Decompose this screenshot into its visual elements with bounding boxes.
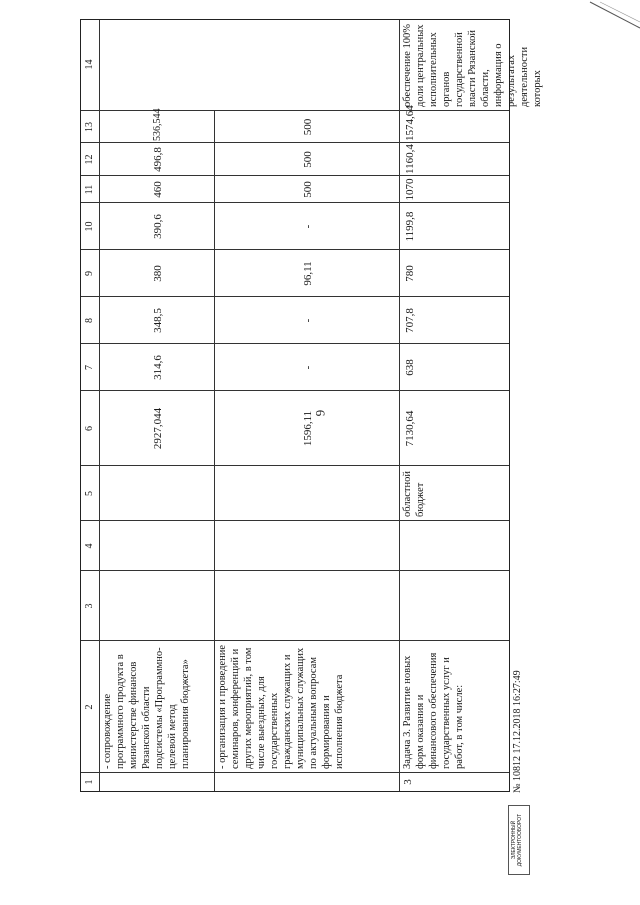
header-col-12: 12 <box>84 154 95 165</box>
row3-number: 3 <box>402 779 414 785</box>
header-col-5: 5 <box>84 491 95 496</box>
header-col-3: 3 <box>84 603 95 609</box>
row3-source: областной бюджет <box>402 471 426 517</box>
row1-y3: 380 <box>152 265 164 282</box>
col-line <box>81 772 509 773</box>
row1-total: 2927,044 <box>152 407 164 450</box>
col-line <box>81 465 509 466</box>
row2-y6: 500 <box>302 151 314 168</box>
row2-total: 1596,11 <box>302 410 314 447</box>
header-col-14: 14 <box>84 59 95 70</box>
header-col-2: 2 <box>84 704 95 710</box>
row2-y3: 96,11 <box>302 261 314 286</box>
scan-corner-mark <box>590 0 640 30</box>
document-reference: № 10812 17.12.2018 16:27:49 <box>512 670 523 793</box>
col-line <box>81 640 509 641</box>
header-col-7: 7 <box>84 365 95 370</box>
row3-y4: 1199,8 <box>404 211 416 242</box>
row3-y7: 1574,64 <box>404 105 416 141</box>
row1-y5: 460 <box>152 181 164 198</box>
row2-description: - организация и проведение семинаров, конференций и других мероприятий, в том числе выездных, для государственных гражданских служащих и муниципальных служащих по актуальным вопросам формирования и исполнения бюджета <box>217 644 345 769</box>
edo-stamp: ЭЛЕКТРОННЫЙ ДОКУМЕНТООБОРОТ <box>508 805 530 875</box>
row3-total: 7130,64 <box>404 410 416 447</box>
col-line <box>81 110 509 111</box>
col-line <box>81 142 509 143</box>
row1-description: - сопровождение программного продукта в министерстве финансов Рязанской области подсистемы «Программно-целевой метод планирования бюджета» <box>102 647 191 769</box>
row3-y6: 1160,4 <box>404 144 416 174</box>
row1-y7: 536,544 <box>152 108 163 141</box>
header-col-11: 11 <box>84 184 95 195</box>
header-col-8: 8 <box>84 318 95 323</box>
row1-y1: 314,6 <box>152 355 164 380</box>
row2-y5: 500 <box>302 181 314 198</box>
row1-y2: 348,5 <box>152 308 164 333</box>
row2-y2: - <box>302 318 314 323</box>
row3-description: Задача 3. Развитие новых форм оказания и финансового обеспечения государственных услуг и работ, в том числе: <box>402 652 465 769</box>
row2-y1: - <box>302 365 314 370</box>
header-col-10: 10 <box>84 221 95 232</box>
row-line <box>214 111 215 791</box>
row1-y6: 496,8 <box>152 147 164 172</box>
col-line <box>81 175 509 176</box>
row1-y4: 390,6 <box>152 214 164 239</box>
row3-y3: 780 <box>404 265 416 282</box>
row-line <box>99 20 100 791</box>
col-line <box>81 520 509 521</box>
header-col-13: 13 <box>84 122 95 132</box>
header-col-9: 9 <box>84 271 95 276</box>
row3-y5: 1070 <box>404 178 416 201</box>
row-line <box>399 20 400 791</box>
col-line <box>81 570 509 571</box>
header-col-1: 1 <box>84 779 95 785</box>
row3-target-indicator: обеспечение 100% доли центральных исполнительных органов государственной власти Рязанской области, информация о результатах деятельности которых <box>402 23 543 107</box>
row2-y4: - <box>302 224 314 229</box>
col-line <box>81 202 509 203</box>
row2-y7: 500 <box>302 118 314 136</box>
header-col-4: 4 <box>84 543 95 549</box>
row3-y1: 638 <box>404 359 416 376</box>
col-line <box>81 390 509 391</box>
col-line <box>81 296 509 297</box>
row3-y2: 707,8 <box>404 308 416 333</box>
col-line <box>81 343 509 344</box>
col-line <box>81 249 509 250</box>
page-number: 6 <box>313 409 328 417</box>
header-col-6: 6 <box>84 426 95 431</box>
